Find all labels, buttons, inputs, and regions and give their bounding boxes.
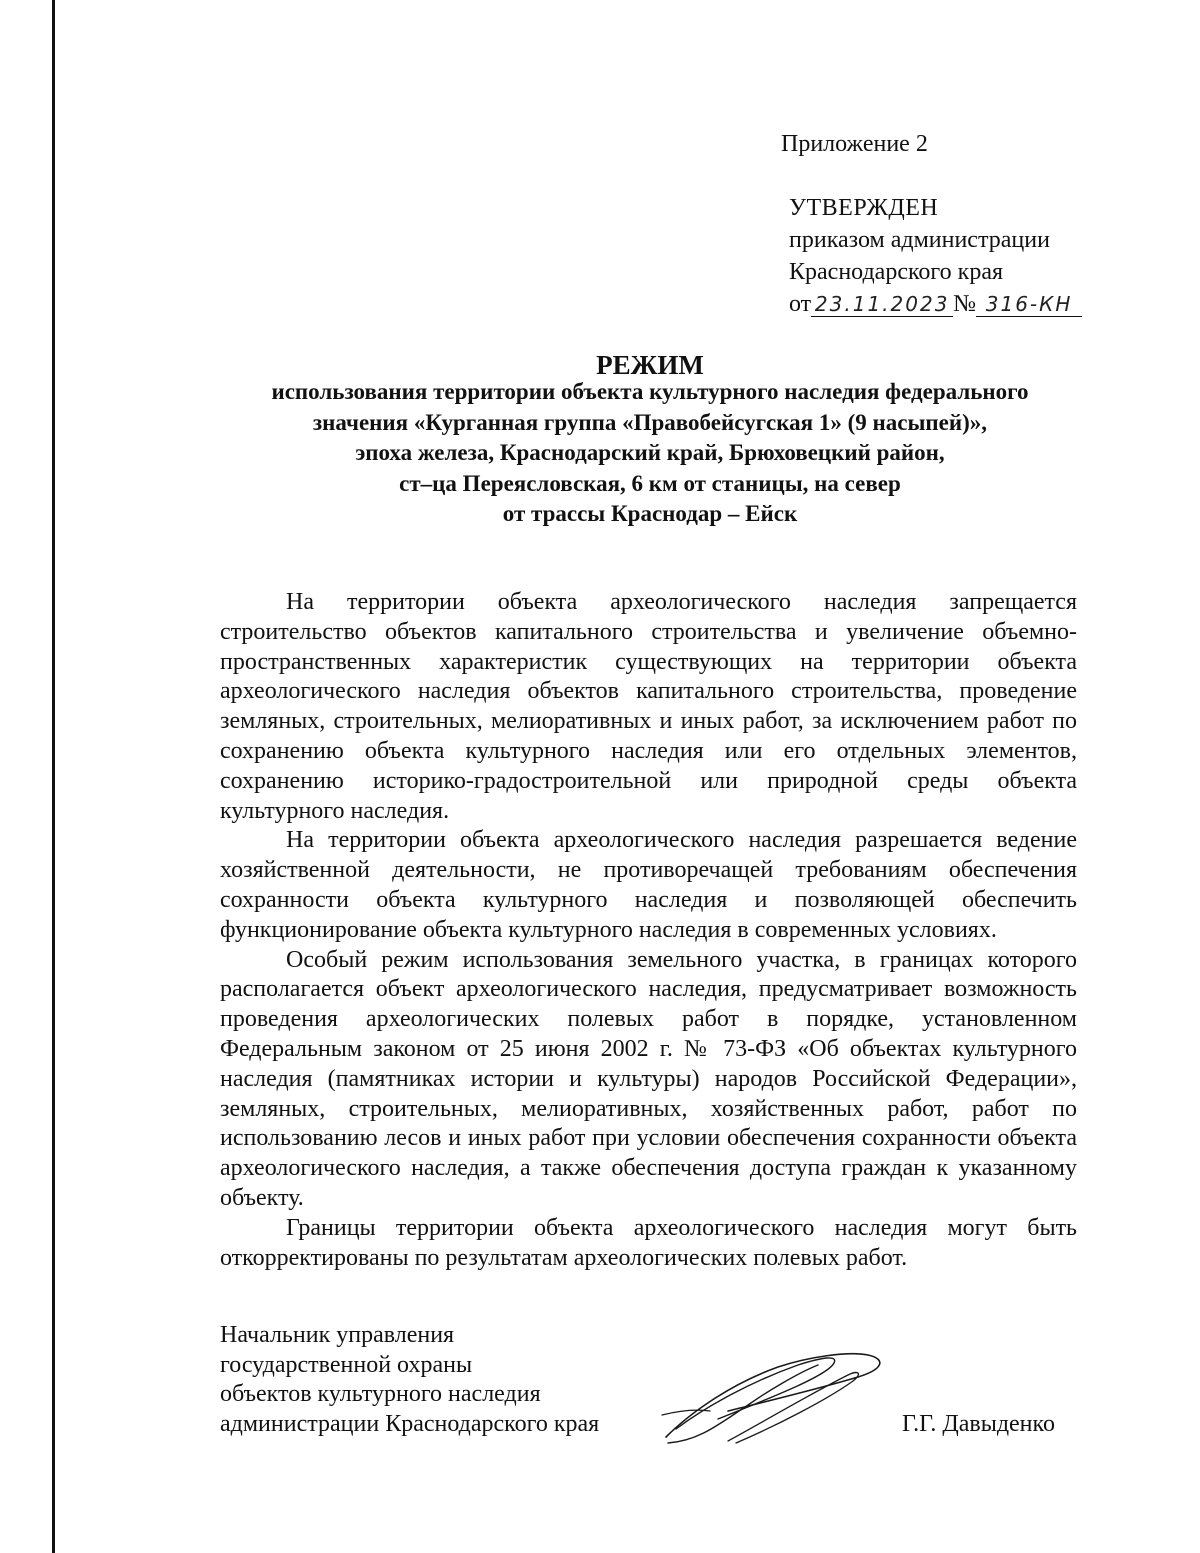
body-paragraph: На территории объекта археологического наследия запрещается строительство объектов капитального строительства и увеличение объемно-пространственных характеристик существующих на территории объекта археологического наследия объектов капитального строительства, проведение земляных, строительных, мелиоративных и иных работ, за исключением работ по сохранению объекта культурного наследия или его отдельных элементов, сохранению историко-градостроительной или природной среды объекта культурного наследия. [220,589,1077,824]
approved-region-line: Краснодарского края [789,259,1004,285]
handwritten-signature [658,1345,890,1450]
subtitle-line: значения «Курганная группа «Правобейсугская 1» (9 насыпей)», [312,409,988,435]
signatory-position [220,1321,599,1439]
subtitle-line: использования территории объекта культурного наследия федерального [271,379,1029,404]
subtitle-line: ст–ца Переясловская, 6 км от станицы, на север [399,470,901,496]
annex-label: Приложение 2 [781,131,928,157]
signatory-name: Г.Г. Давыденко [902,1411,1055,1437]
position-line: Начальник управления [220,1322,455,1348]
approved-order-line: приказом администрации [789,227,1050,253]
page-left-border [52,0,55,1553]
subtitle-line: от трассы Краснодар – Ейск [502,501,798,526]
date-prefix: от [789,291,812,317]
document-title: РЕЖИМ [596,350,704,380]
order-number-handwritten: 316-КН [976,292,1082,317]
body-paragraph: На территории объекта археологического наследия разрешается ведение хозяйственной деятельности, не противоречащей требованиям обеспечения сохранности объекта культурного наследия и позволяющей обеспечить функционирование объекта культурного наследия в современных условиях. [220,827,1077,943]
document-body [220,588,1077,1273]
position-line: администрации Краснодарского края [220,1410,600,1437]
subtitle-line: эпоха железа, Краснодарский край, Брюховецкий район, [355,440,945,465]
approved-title: УТВЕРЖДЕН [789,195,939,221]
order-date-number-line [789,288,1082,320]
approval-stamp-block [789,192,1082,320]
position-line: государственной охраны [220,1351,473,1378]
body-paragraph: Особый режим использования земельного участка, в границах которого располагается объект археологического наследия, предусматривает возможность проведения археологических полевых работ в порядке, установленном Федеральным законом от 25 июня 2002 г. № 73-ФЗ «Об объектах культурного наследия (памятниках истории и культуры) народов Российской Федерации», земляных, строительных, мелиоративных, хозяйственных работ, работ по использованию лесов и иных работ при условии обеспечения сохранности объекта археологического наследия, а также обеспечения доступа граждан к указанному объекту. [220,946,1077,1211]
number-prefix: № [953,291,977,317]
body-paragraph: Границы территории объекта археологического наследия могут быть откорректированы по результатам археологических полевых работ. [220,1214,1077,1271]
order-date-handwritten: 23.11.2023 [811,292,953,317]
position-line: объектов культурного наследия [220,1381,541,1407]
document-subtitle [190,377,1110,530]
